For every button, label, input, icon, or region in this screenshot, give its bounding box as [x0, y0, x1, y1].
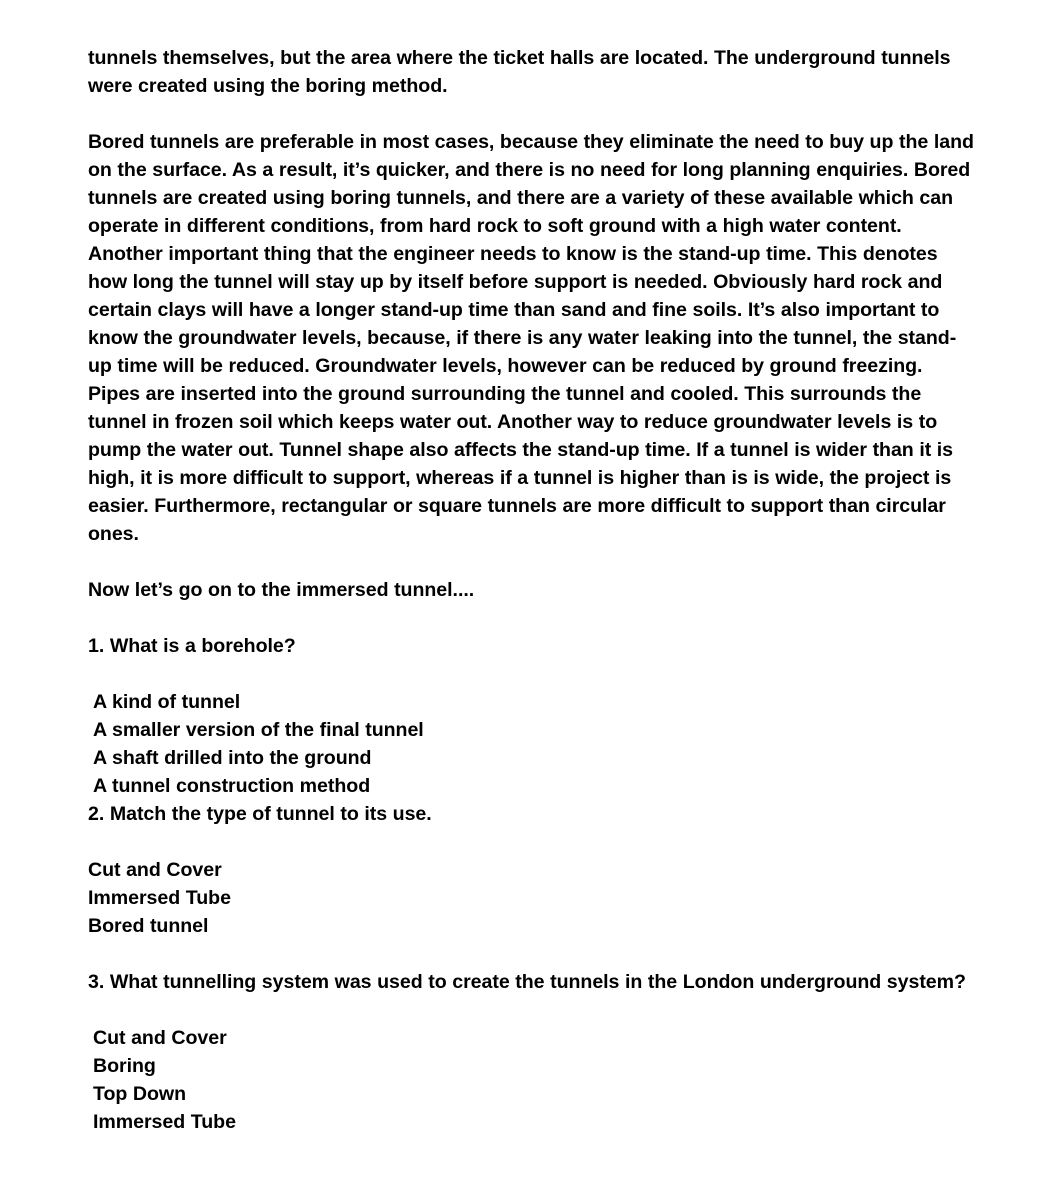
- question-1-option-3[interactable]: A shaft drilled into the ground: [93, 747, 372, 769]
- question-spacer: [88, 940, 975, 968]
- paragraph-bored-tunnels: Bored tunnels are preferable in most cases, because they eliminate the need to buy up the land on the surface. As a result, it’s quicker, and there is no need for long planning enquiries. Bored tunnels are created using boring tunnels, and there are a variety of these available which can operate in different conditions, from hard rock to soft ground with a high water content. Another important thing that the engineer needs to know is the stand-up time. This denotes how long the tunnel will stay up by itself before support is needed. Obviously hard rock and certain clays will have a longer stand-up time than sand and fine soils. It’s also important to know the groundwater levels, because, if there is any water leaking into the tunnel, the stand-up time will be reduced. Groundwater levels, however can be reduced by ground freezing. Pipes are inserted into the ground surrounding the tunnel and cooled. This surrounds the tunnel in frozen soil which keeps water out. Another way to reduce groundwater levels is to pump the water out. Tunnel shape also affects the stand-up time. If a tunnel is wider than it is high, it is more difficult to support, whereas if a tunnel is higher than is is wide, the project is easier. Furthermore, rectangular or square tunnels are more difficult to support than circular ones.: [88, 131, 974, 545]
- question-1-option-1[interactable]: A kind of tunnel: [93, 691, 241, 713]
- question-1-prompt: 1. What is a borehole?: [88, 635, 296, 657]
- question-1-option-2[interactable]: A smaller version of the final tunnel: [93, 719, 424, 741]
- question-2-option-1[interactable]: Cut and Cover: [88, 859, 222, 881]
- question-spacer: [88, 660, 975, 688]
- paragraph-spacer: [88, 100, 975, 128]
- question-spacer: [88, 996, 975, 1024]
- document-body: [88, 44, 975, 1136]
- question-2-option-2[interactable]: Immersed Tube: [88, 887, 231, 909]
- paragraph-spacer: [88, 604, 975, 632]
- paragraph-spacer: [88, 548, 975, 576]
- question-3-option-4[interactable]: Immersed Tube: [93, 1111, 236, 1133]
- question-3-option-2[interactable]: Boring: [93, 1055, 156, 1077]
- question-spacer: [88, 828, 975, 856]
- question-3-option-1[interactable]: Cut and Cover: [93, 1027, 227, 1049]
- paragraph-transition: Now let’s go on to the immersed tunnel....: [88, 579, 475, 601]
- question-3-prompt: 3. What tunnelling system was used to create the tunnels in the London underground system?: [88, 971, 966, 993]
- question-1-option-4[interactable]: A tunnel construction method: [93, 775, 371, 797]
- question-2-option-3[interactable]: Bored tunnel: [88, 915, 209, 937]
- question-2-prompt: 2. Match the type of tunnel to its use.: [88, 803, 432, 825]
- paragraph-continuation: tunnels themselves, but the area where the ticket halls are located. The underground tunnels were created using the boring method.: [88, 47, 951, 97]
- question-3-option-3[interactable]: Top Down: [93, 1083, 187, 1105]
